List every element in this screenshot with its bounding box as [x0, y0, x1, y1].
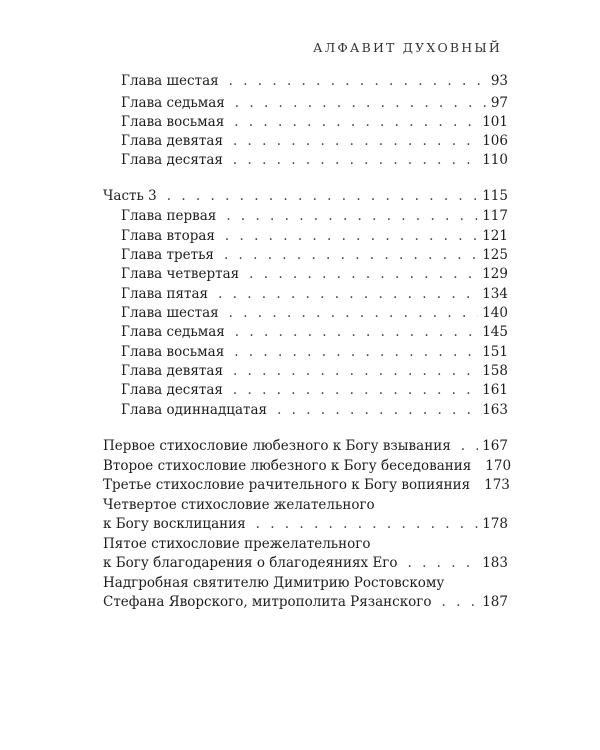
toc-entry-title: Глава девятая: [121, 363, 223, 379]
toc-entry-title: к Богу благодарения о благодеяниях Его: [103, 555, 398, 571]
toc-entry-page: 173: [484, 477, 510, 493]
leader-dots: [249, 264, 478, 284]
toc-entry-title: Глава пятая: [121, 286, 209, 302]
toc-entry-hymn-4-line1: Четвертое стихословие желательного: [103, 497, 375, 513]
leader-dots: [235, 322, 478, 342]
toc-entry-epitaph-line1: Надгробная святителю Димитрию Ростовскому: [103, 575, 445, 591]
leader-dots: [229, 71, 487, 91]
toc-entry-title: Второе стихословие любезного к Богу беседования: [103, 458, 472, 474]
leader-dots: [408, 553, 479, 573]
toc-entry-page: 140: [482, 305, 508, 321]
toc-entry-title: Глава первая: [121, 208, 217, 224]
toc-entry-title: к Богу восклицания: [103, 516, 246, 532]
leader-dots: [218, 284, 478, 304]
toc-entry-page: 117: [482, 208, 508, 224]
toc-entry-title: Первое стихословие любезного к Богу взывания: [103, 438, 451, 454]
toc-entry-page: 187: [482, 594, 508, 610]
leader-dots: [226, 206, 478, 226]
toc-entry-page: 183: [482, 555, 508, 571]
toc-entry-page: 93: [490, 73, 508, 89]
leader-dots: [167, 186, 478, 206]
toc-entry-page: 151: [482, 344, 508, 360]
toc-entry-chapter-9[interactable]: [121, 131, 508, 151]
toc-entry-title: Глава седьмая: [121, 324, 225, 340]
toc-entry-page: 167: [482, 438, 508, 454]
toc-entry-page: 121: [482, 228, 508, 244]
toc-entry-title: Глава девятая: [121, 133, 223, 149]
leader-dots: [277, 400, 478, 420]
toc-entry-part-3[interactable]: [103, 186, 508, 206]
toc-entry-title: Третье стихословие рачительного к Богу вопияния: [103, 477, 471, 493]
toc-entry-title: Глава восьмая: [121, 344, 225, 360]
leader-dots: [442, 592, 479, 612]
leader-dots: [233, 131, 478, 151]
toc-entry-p3-chapter-4[interactable]: [121, 264, 508, 284]
toc-entry-title: Глава шестая: [121, 305, 219, 321]
toc-entry-page: 110: [482, 152, 508, 168]
toc-entry-hymn-5-line1: Пятое стихословие прежелательного: [103, 536, 371, 552]
toc-entry-title: Глава четвертая: [121, 266, 240, 282]
toc-entry-title: Часть 3: [103, 188, 157, 204]
toc-entry-chapter-7[interactable]: [121, 93, 508, 113]
toc-entry-chapter-6[interactable]: [121, 71, 508, 91]
toc-entry-hymn-2[interactable]: [103, 456, 512, 476]
toc-entry-title: Глава восьмая: [121, 114, 225, 130]
leader-dots: [225, 226, 478, 246]
leader-dots: [256, 514, 479, 534]
toc-entry-title: Глава одиннадцатая: [121, 402, 268, 418]
toc-entry-p3-chapter-11[interactable]: [121, 400, 508, 420]
toc-entry-page: 115: [482, 188, 508, 204]
leader-dots: [233, 150, 478, 170]
toc-entry-title: Глава десятая: [121, 382, 223, 398]
toc-entry-page: 101: [482, 114, 508, 130]
toc-entry-title: Глава шестая: [121, 73, 219, 89]
toc-entry-title: Глава вторая: [121, 228, 215, 244]
toc-entry-page: 97: [490, 95, 508, 111]
toc-entry-title: Глава третья: [121, 247, 214, 263]
toc-entry-hymn-4[interactable]: [103, 514, 508, 534]
toc-entry-p3-chapter-8[interactable]: [121, 342, 508, 362]
toc-entry-hymn-5[interactable]: [103, 553, 508, 573]
toc-entry-page: 145: [482, 324, 508, 340]
toc-entry-p3-chapter-10[interactable]: [121, 380, 508, 400]
toc-entry-hymn-1[interactable]: [103, 436, 508, 456]
toc-entry-page: 163: [482, 402, 508, 418]
toc-entry-page: 161: [482, 382, 508, 398]
toc-entry-p3-chapter-3[interactable]: [121, 245, 508, 265]
toc-entry-title: Стефана Яворского, митрополита Рязанского: [103, 594, 432, 610]
leader-dots: [234, 342, 478, 362]
toc-entry-p3-chapter-2[interactable]: [121, 226, 508, 246]
toc-entry-epitaph[interactable]: [103, 592, 508, 612]
toc-entry-p3-chapter-6[interactable]: [121, 303, 508, 323]
toc-entry-chapter-10[interactable]: [121, 150, 508, 170]
leader-dots: [229, 303, 479, 323]
leader-dots: [461, 436, 479, 456]
toc-entry-page: 170: [485, 458, 512, 474]
toc-entry-page: 106: [482, 133, 508, 149]
toc-entry-chapter-8[interactable]: [121, 112, 508, 132]
toc-entry-p3-chapter-7[interactable]: [121, 322, 508, 342]
toc-entry-page: 125: [482, 247, 508, 263]
leader-dots: [224, 245, 478, 265]
toc-entry-p3-chapter-9[interactable]: [121, 361, 508, 381]
toc-entry-p3-chapter-5[interactable]: [121, 284, 508, 304]
toc-entry-title: Глава седьмая: [121, 95, 225, 111]
toc-entry-p3-chapter-1[interactable]: [121, 206, 508, 226]
toc-entry-page: 178: [482, 516, 508, 532]
toc-entry-title: Глава десятая: [121, 152, 223, 168]
toc-entry-page: 129: [482, 266, 508, 282]
leader-dots: [233, 380, 478, 400]
toc-entry-hymn-3[interactable]: [103, 475, 508, 495]
leader-dots: [235, 93, 487, 113]
leader-dots: [234, 112, 478, 132]
toc-entry-page: 134: [482, 286, 508, 302]
leader-dots: [233, 361, 478, 381]
toc-entry-page: 158: [482, 363, 508, 379]
running-head: АЛФАВИТ ДУХОВНЫЙ: [313, 40, 502, 55]
